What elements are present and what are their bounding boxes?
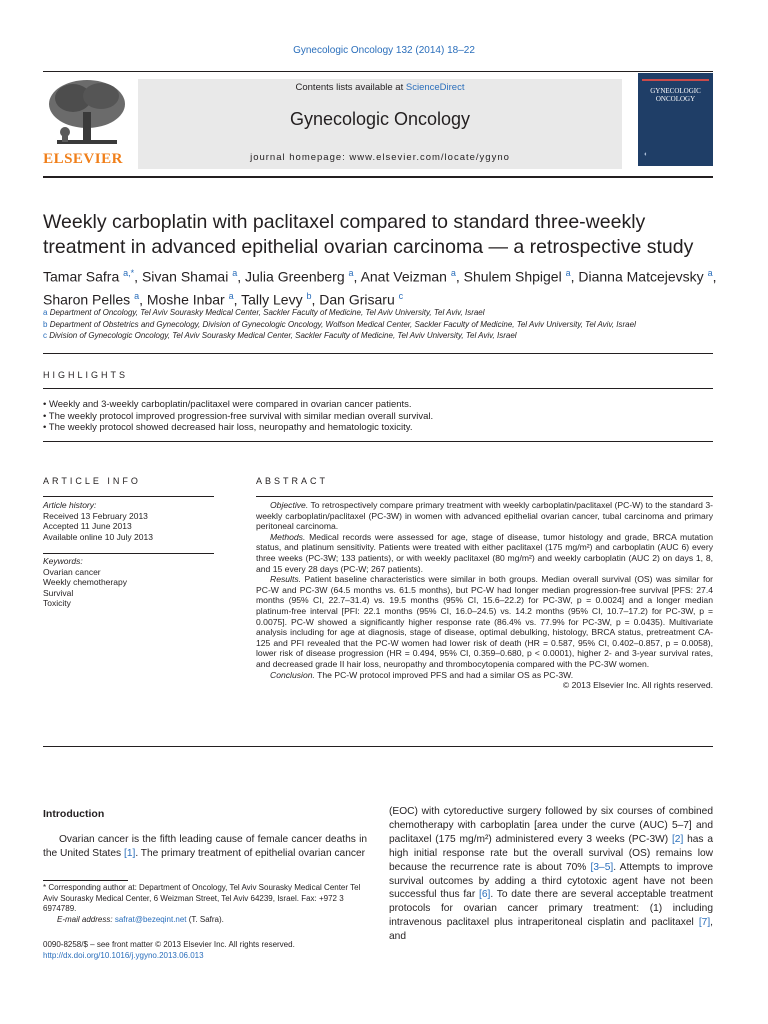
author-affil-mark[interactable]: a <box>707 268 713 278</box>
abstract-copyright: © 2013 Elsevier Inc. All rights reserved. <box>562 680 713 691</box>
intro-text: . Attempts to improve survival outcomes by adding a third cytotoxic agent have not been successful thus far <box>389 861 714 901</box>
abstract-heading: ABSTRACT <box>256 476 329 486</box>
author-affil-mark[interactable]: a <box>565 268 571 278</box>
keyword: Ovarian cancer <box>43 566 101 577</box>
email-line <box>43 915 367 926</box>
abstract-objective <box>256 500 713 532</box>
affiliations <box>43 307 723 342</box>
keyword: Weekly chemotherapy <box>43 577 127 587</box>
author-affil-mark[interactable]: a <box>450 268 456 278</box>
contents-prefix: Contents lists available at <box>295 82 406 93</box>
author-affil-mark[interactable]: a,* <box>123 268 135 278</box>
header-bottom-rule <box>43 176 713 178</box>
author[interactable]: Julia Greenberg <box>245 268 345 285</box>
affiliation-text: Division of Gynecologic Oncology, Tel Aviv Sourasky Medical Center, Sackler Faculty of Medicine, Tel Aviv University, Tel Aviv, Israel <box>49 331 517 340</box>
citation-link[interactable]: [1] <box>123 848 136 859</box>
abstract-label: Conclusion. <box>270 669 315 680</box>
history-online: Available online 10 July 2013 <box>43 531 153 542</box>
highlight-item: • The weekly protocol improved progression-free survival with similar median overall survival. <box>43 410 434 422</box>
abstract-label: Results. <box>270 574 302 585</box>
author-affil-mark[interactable]: b <box>306 290 312 301</box>
author-affil-mark[interactable]: a <box>348 268 354 278</box>
cover-mark-icon: ◐ <box>644 151 649 158</box>
section-rule <box>43 441 713 442</box>
abstract-conclusion <box>256 670 713 681</box>
history-accepted: Accepted 11 June 2013 <box>43 521 132 531</box>
keywords-label: Keywords: <box>43 556 83 566</box>
footnote-rule <box>43 880 128 881</box>
author[interactable]: Moshe Inbar <box>146 291 225 308</box>
intro-text: . To date there are several acceptable treatment protocols for ovarian cancer primary treatment: (1) including intravenous paclitaxel plus intraperitoneal cisplatin and paclitaxel <box>389 889 713 929</box>
author-list: Tamar Safra $^{a,*}$, Sivan Shamai $^a$, Julia Greenberg $^a$, Anat Veizman $^a$, Shulem Shpigel $^a$, Dianna Matcejevsky $^a$, Sharon Pelles $^a$, Moshe Inbar $^a$, Tally Levy $^b$, Dan Grisaru $^c$ <box>43 268 717 308</box>
author[interactable]: Tally Levy <box>241 291 303 308</box>
introduction-heading: Introduction <box>43 808 105 820</box>
highlights-rule <box>43 388 713 389</box>
citation-link[interactable]: [7] <box>698 917 711 929</box>
cover-title: GYNECOLOGIC ONCOLOGY <box>650 87 701 103</box>
author-affil-mark[interactable]: c <box>398 290 404 301</box>
highlights-list <box>43 399 713 434</box>
author-affil-mark[interactable]: a <box>134 290 140 301</box>
journal-title: Gynecologic Oncology <box>289 109 471 129</box>
author[interactable]: Dianna Matcejevsky <box>578 268 704 285</box>
citation-link[interactable]: [2] <box>671 833 684 845</box>
cover-stripe <box>642 79 709 81</box>
keyword: Survival <box>43 587 74 598</box>
intro-text: (EOC) with cytoreductive surgery followed by six courses of combined chemotherapy with carboplatin [area under the curve (AUC) 5–7] and paclitaxel (175 mg/m²) administered every 3 weeks (PC-3W) <box>389 806 713 845</box>
intro-left-column <box>43 833 367 861</box>
highlight-item: • Weekly and 3-weekly carboplatin/paclitaxel were compared in ovarian cancer patients. <box>43 399 412 410</box>
affiliation <box>43 307 723 319</box>
article-info-rule <box>43 496 214 497</box>
intro-right-column <box>389 805 713 944</box>
affiliation-mark: a <box>43 308 48 317</box>
abstract-text: To retrospectively compare primary treatment with weekly carboplatin/paclitaxel (PC-W) to the standard 3-weekly carboplatin/paclitaxel (PC-3W) in women with advanced epithelial ovarian cancer, tubal carcinoma and primary peritoneal carcinoma. <box>256 500 713 532</box>
article-title: Weekly carboplatin with paclitaxel compared to standard three-weekly treatment in advanced epithelial ovarian carcinoma — a retrospective study <box>43 211 694 258</box>
article-info-divider <box>43 553 214 554</box>
highlight-item: • The weekly protocol showed decreased hair loss, neuropathy and hematologic toxicity. <box>43 422 413 433</box>
keyword: Toxicity <box>43 598 71 608</box>
affiliation <box>43 330 723 342</box>
intro-text: has a high initial response rate but the overall survival (OS) remains low because the recurrence rate is about 70% <box>389 833 713 873</box>
header-rule <box>43 71 713 72</box>
author[interactable]: Anat Veizman <box>360 268 447 285</box>
author-affil-mark[interactable]: a <box>232 268 238 278</box>
corresponding-author: * Corresponding author at: Department of Oncology, Tel Aviv Sourasky Medical Center Tel Aviv Sourasky Medical Center, 6 Weizman Street, Tel Aviv 64239, Israel. Fax: +972 3 6974789. <box>43 883 361 913</box>
keywords <box>43 556 214 609</box>
email-label: E-mail address: <box>57 914 113 924</box>
affiliation-mark: c <box>43 331 47 340</box>
abstract-body <box>256 500 713 691</box>
abstract-methods <box>256 532 713 574</box>
history-label: Article history: <box>43 500 97 510</box>
intro-text: Ovarian cancer is the fifth leading cause of female cancer deaths in the United States <box>43 834 367 859</box>
intro-paragraph <box>43 833 367 861</box>
citation-link[interactable]: [6] <box>479 889 491 901</box>
abstract-results <box>256 574 713 669</box>
article-history <box>43 500 214 542</box>
publisher-logo-text: ELSEVIER <box>43 151 123 167</box>
affiliation-text: Department of Obstetrics and Gynecology, Division of Gynecologic Oncology, Wolfson Medical Center, Sackler Faculty of Medicine, Tel Aviv University, Tel Aviv, Israel <box>49 319 636 329</box>
corresponding-footnote <box>43 883 367 925</box>
intro-text: , and <box>389 917 713 943</box>
email-suffix: (T. Safra). <box>186 914 224 924</box>
intro-text: . The primary treatment of epithelial ovarian cancer <box>135 848 366 859</box>
email-link[interactable]: safrat@bezeqint.net <box>114 914 187 924</box>
journal-cover-thumbnail <box>638 73 713 166</box>
author[interactable]: Tamar Safra <box>43 268 120 285</box>
abstract-text: The PC-W protocol improved PFS and had a similar OS as PC-3W. <box>314 669 574 680</box>
front-matter-line: 0090-8258/$ – see front matter © 2013 Elsevier Inc. All rights reserved. <box>43 940 295 949</box>
abstract-label: Methods. <box>270 531 306 542</box>
section-rule <box>43 746 713 747</box>
front-matter <box>43 939 367 961</box>
abstract-label: Objective. <box>270 500 309 510</box>
author[interactable]: Dan Grisaru <box>319 291 395 308</box>
abstract-rule <box>256 496 713 497</box>
abstract-text: Patient baseline characteristics were similar in both groups. Median overall survival (OS) was similar for PC-W and PC-3W (64.5 months vs. 61.5 months), but PC-W had longer median progression-free survival [PFS: 27.4 months (95% CI, 22.7–31.4) vs. 19.5 months (95% CI, 15.6–22.2) for PC-3W, p = 0.0024] and a longer median platinum-free interval [PFI: 22.1 months (95% CI, 16.0–24.5) vs. 14.2 months (95% CI, 10.7–17.2) for PC-3W, p = 0.0075]. PC-W showed a significantly higher response rate (86.4% vs. 77.9% for PC-3W, p = 0.0435). Multivariate analysis including for age at diagnosis, stage of disease, optimal debulking, histology, BRCA status, pretreatment CA-125 and PFI revealed that the PC-W women had lower risk of death (HR = 0.587, 95% CI, 0.402–0.857, p = 0.0058), lower risk of disease progression (HR = 0.494, 95% CI, 0.359–0.680, p < 0.0001), higher 2- and 3-year survival rates, and decreased grade II hair loss, neuropathy and thrombocytopenia compared with the PC-3W women. <box>256 574 713 669</box>
affiliation-text: Department of Oncology, Tel Aviv Sourasky Medical Center, Sackler Faculty of Medicine, Tel Aviv University, Tel Aviv, Israel <box>49 308 485 317</box>
article-info-heading: ARTICLE INFO <box>43 476 141 486</box>
section-rule <box>43 353 713 354</box>
citation-link[interactable]: [3–5] <box>590 861 614 873</box>
sciencedirect-link[interactable]: ScienceDirect <box>405 82 465 93</box>
abstract-text: Medical records were assessed for age, stage of disease, tumor histology and grade, BRCA mutation status, and platinum sensitivity. Patients were treated with either paclitaxel (175 mg/m²) and carboplatin (AUC 6) every three weeks (PC-3W; 133 patients), or with weekly paclitaxel (80 mg/m²) and weekly carboplatin (AUC 2) on days 1, 8, and 15 every 28 days (PC-W; 267 patients). <box>256 531 713 574</box>
doi-link[interactable]: http://dx.doi.org/10.1016/j.ygyno.2013.06.013 <box>43 951 204 960</box>
author-affil-mark[interactable]: a <box>228 290 234 301</box>
affiliation <box>43 319 723 331</box>
author[interactable]: Shulem Shpigel <box>463 268 562 285</box>
author[interactable]: Sharon Pelles <box>43 291 131 308</box>
highlights-heading: HIGHLIGHTS <box>43 370 129 380</box>
journal-homepage[interactable]: journal homepage: www.elsevier.com/locate/ygyno <box>250 152 510 163</box>
history-received: Received 13 February 2013 <box>43 510 148 521</box>
journal-citation[interactable]: Gynecologic Oncology 132 (2014) 18–22 <box>293 45 475 56</box>
author[interactable]: Sivan Shamai <box>141 268 229 285</box>
affiliation-mark: b <box>43 319 48 329</box>
contents-line <box>138 82 622 93</box>
